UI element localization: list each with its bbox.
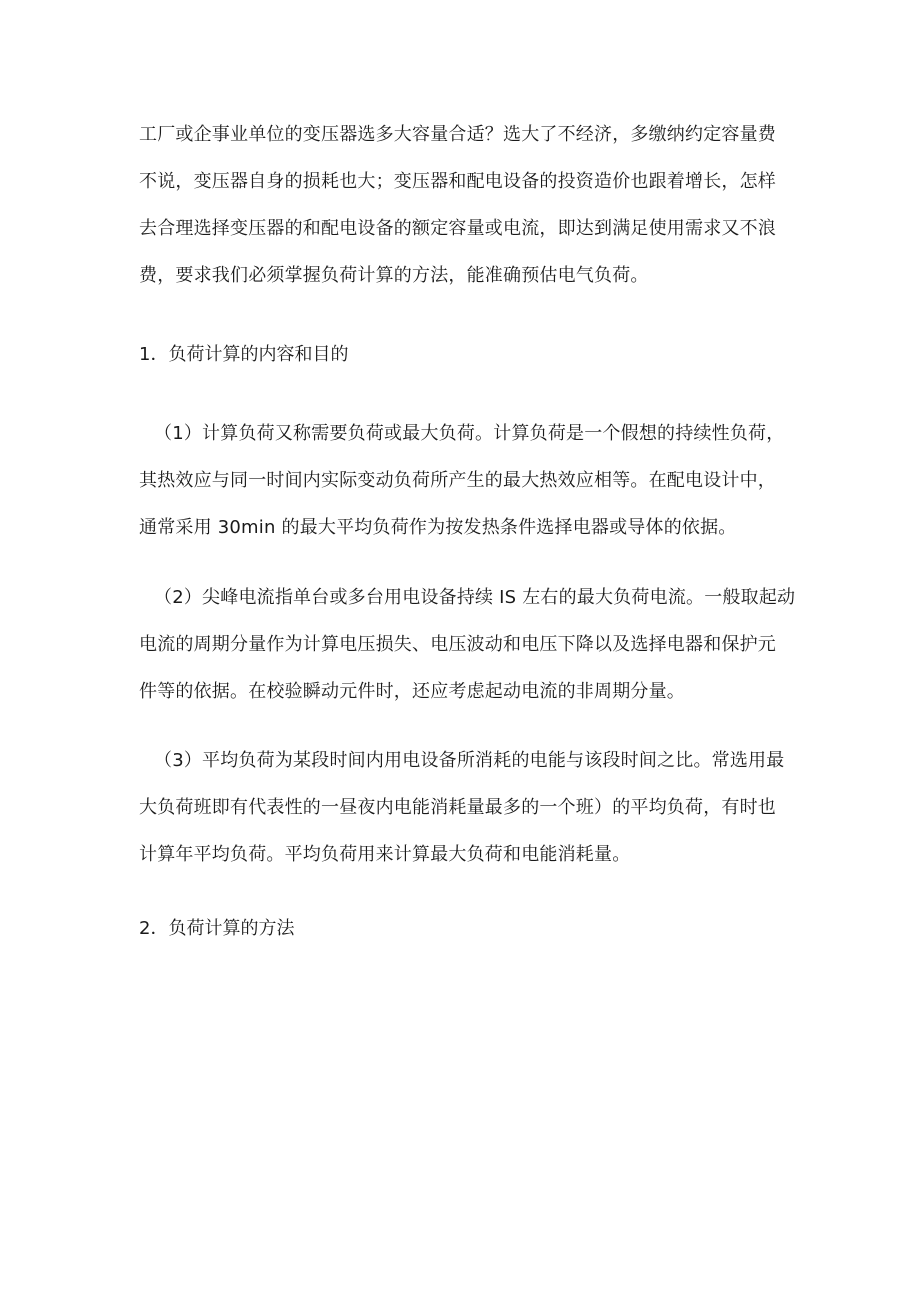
item-3-line-3: 计算年平均负荷。平均负荷用来计算最大负荷和电能消耗量。 bbox=[139, 844, 631, 865]
item-1-line-3: 通常采用 30min 的最大平均负荷作为按发热条件选择电器或导体的依据。 bbox=[139, 517, 737, 538]
item-1-paragraph bbox=[139, 410, 814, 551]
intro-line-1: 工厂或企事业单位的变压器选多大容量合适？选大了不经济，多缴纳约定容量费 bbox=[139, 124, 776, 145]
intro-line-4: 费，要求我们必须掌握负荷计算的方法，能准确预估电气负荷。 bbox=[139, 265, 649, 286]
section-heading-2: 2．负荷计算的方法 bbox=[139, 918, 295, 939]
item-1-line-2: 其热效应与同一时间内实际变动负荷所产生的最大热效应相等。在配电设计中， bbox=[139, 470, 776, 491]
intro-line-3: 去合理选择变压器的和配电设备的额定容量或电流，即达到满足使用需求又不浪 bbox=[139, 218, 776, 239]
item-1-line-1: （1）计算负荷又称需要负荷或最大负荷。计算负荷是一个假想的持续性负荷， bbox=[154, 423, 785, 444]
item-2-paragraph bbox=[139, 574, 814, 715]
item-2-line-1: （2）尖峰电流指单台或多台用电设备持续 IS 左右的最大负荷电流。一般取起动 bbox=[154, 587, 796, 608]
item-3-line-2: 大负荷班即有代表性的一昼夜内电能消耗量最多的一个班）的平均负荷，有时也 bbox=[139, 797, 776, 818]
item-3-line-1: （3）平均负荷为某段时间内用电设备所消耗的电能与该段时间之比。常选用最 bbox=[154, 750, 785, 771]
intro-paragraph bbox=[139, 111, 799, 299]
section-heading-1: 1．负荷计算的内容和目的 bbox=[139, 344, 349, 365]
item-3-paragraph bbox=[139, 737, 814, 878]
item-2-line-2: 电流的周期分量作为计算电压损失、电压波动和电压下降以及选择电器和保护元 bbox=[139, 634, 776, 655]
intro-line-2: 不说，变压器自身的损耗也大；变压器和配电设备的投资造价也跟着增长，怎样 bbox=[139, 171, 776, 192]
item-2-line-3: 件等的依据。在校验瞬动元件时，还应考虑起动电流的非周期分量。 bbox=[139, 681, 685, 702]
